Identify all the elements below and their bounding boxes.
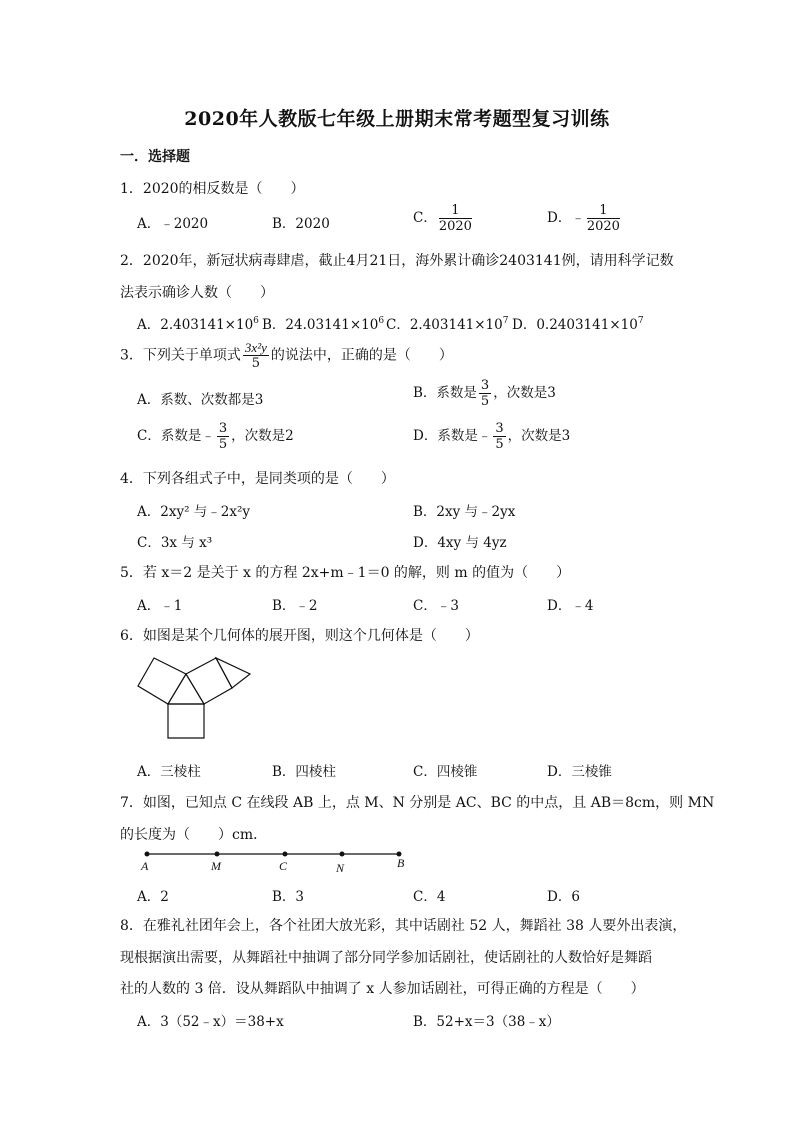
- q7-option-d: D．6: [547, 889, 580, 905]
- monomial-fraction: $\frac{\text{3x²y}}{5}$: [244, 340, 267, 371]
- q7-option-c: C．4: [413, 889, 446, 905]
- point-c: [283, 852, 288, 857]
- q6-option-b: B．四棱柱: [272, 764, 336, 780]
- fraction: $\frac{1}{2020}$: [586, 203, 620, 234]
- question-8-line-3: 社的人数的 3 倍．设从舞蹈队中抽调了 x 人参加话剧社，可得正确的方程是（ ）: [120, 981, 645, 997]
- question-8-line-2: 现根据演出需要，从舞蹈社中抽调了部分同学参加话剧社，使话剧社的人数恰好是舞蹈: [120, 950, 652, 966]
- point-n: [340, 852, 345, 857]
- net-center-triangle: [168, 674, 204, 704]
- q3-option-a: A．系数、次数都是3: [137, 392, 264, 408]
- question-2-line-1: 2．2020年，新冠状病毒肆虐，截止4月21日，海外累计确诊2403141例，请用科学记数: [120, 253, 674, 269]
- net-left-square: [138, 658, 186, 704]
- net-bottom-square: [168, 704, 204, 738]
- question-8-line-1: 8．在雅礼社团年会上，各个社团大放光彩，其中话剧社 52 人，舞蹈社 38 人要外出表演，: [120, 918, 687, 934]
- q5-option-a: A．﹣1: [137, 598, 183, 614]
- question-2-line-2: 法表示确诊人数（ ）: [120, 285, 274, 301]
- q6-option-c: C．四棱锥: [413, 764, 478, 780]
- q6-option-d: D．三棱锥: [547, 764, 612, 780]
- label-a: A: [141, 859, 149, 873]
- net-diagram: [130, 652, 270, 744]
- q7-option-b: B．3: [272, 889, 305, 905]
- question-4: 4．下列各组式子中，是同类项的是（ ）: [120, 471, 395, 487]
- question-7-line-2: 的长度为（ ）cm．: [120, 827, 268, 843]
- q2-option-b: B．$24.03141\times 10^6$: [262, 316, 385, 333]
- q4-option-c: C．3x 与 x³: [137, 535, 213, 551]
- question-1: 1．2020的相反数是（ ）: [120, 181, 305, 197]
- q5-option-b: B．﹣2: [272, 598, 318, 614]
- label-m: M: [211, 859, 221, 873]
- question-7-line-1: 7．如图，已知点 C 在线段 AB 上，点 M、N 分别是 AC、BC 的中点，且 AB＝8cm，则 MN: [120, 795, 715, 811]
- q7-option-a: A．2: [137, 889, 169, 905]
- net-right-square: [186, 658, 232, 704]
- fraction: $\frac{1}{2020}$: [438, 203, 472, 234]
- q3-option-d: D．系数是﹣ $\frac{3}{5}$ ，次数是3: [413, 421, 571, 452]
- label-b: B: [397, 856, 405, 870]
- question-5: 5．若 x＝2 是关于 x 的方程 2x+m﹣1＝0 的解，则 m 的值为（ ）: [120, 565, 571, 581]
- q6-option-a: A．三棱柱: [137, 764, 201, 780]
- q1-option-a: A．﹣2020: [137, 216, 209, 232]
- page-title: 2020年人教版七年级上册期末常考题型复习训练: [184, 108, 610, 130]
- q2-option-a: A．$2.403141\times 10^6$: [137, 316, 259, 333]
- point-m: [215, 852, 220, 857]
- q4-option-d: D．4xy 与 4yz: [413, 535, 507, 551]
- q1-option-d: D．﹣ $\frac{1}{2020}$: [547, 203, 620, 234]
- q4-option-b: B．2xy 与﹣2yx: [413, 504, 516, 520]
- q3-option-b: B．系数是 $\frac{3}{5}$ ，次数是3: [413, 378, 556, 409]
- q5-option-d: D．﹣4: [547, 598, 594, 614]
- net-right-triangle: [216, 658, 250, 688]
- q1-option-c: C． $\frac{1}{2020}$: [413, 203, 472, 234]
- point-a: [145, 852, 150, 857]
- question-6: 6．如图是某个几何体的展开图，则这个几何体是（ ）: [120, 628, 479, 644]
- label-c: C: [279, 859, 288, 873]
- question-3: 3．下列关于单项式 $\frac{\text{3x²y}}{5}$ 的说法中，正确的是（ ）: [120, 340, 453, 371]
- q3-option-c: C．系数是﹣ $\frac{3}{5}$ ，次数是2: [137, 421, 294, 452]
- q8-option-a: A．3（52﹣x）＝38+x: [137, 1014, 284, 1030]
- q2-option-c: C．$2.403141\times 10^7$: [386, 316, 509, 333]
- q1-option-b: B．2020: [272, 216, 330, 232]
- segment-diagram: [135, 846, 415, 874]
- q5-option-c: C．﹣3: [413, 598, 459, 614]
- q2-option-d: D．$0.2403141\times 10^7$: [512, 316, 644, 333]
- label-n: N: [336, 861, 345, 874]
- q4-option-a: A．2xy² 与﹣2x²y: [137, 504, 251, 520]
- section-heading: 一．选择题: [120, 149, 190, 165]
- q8-option-b: B．52+x＝3（38﹣x）: [413, 1014, 560, 1030]
